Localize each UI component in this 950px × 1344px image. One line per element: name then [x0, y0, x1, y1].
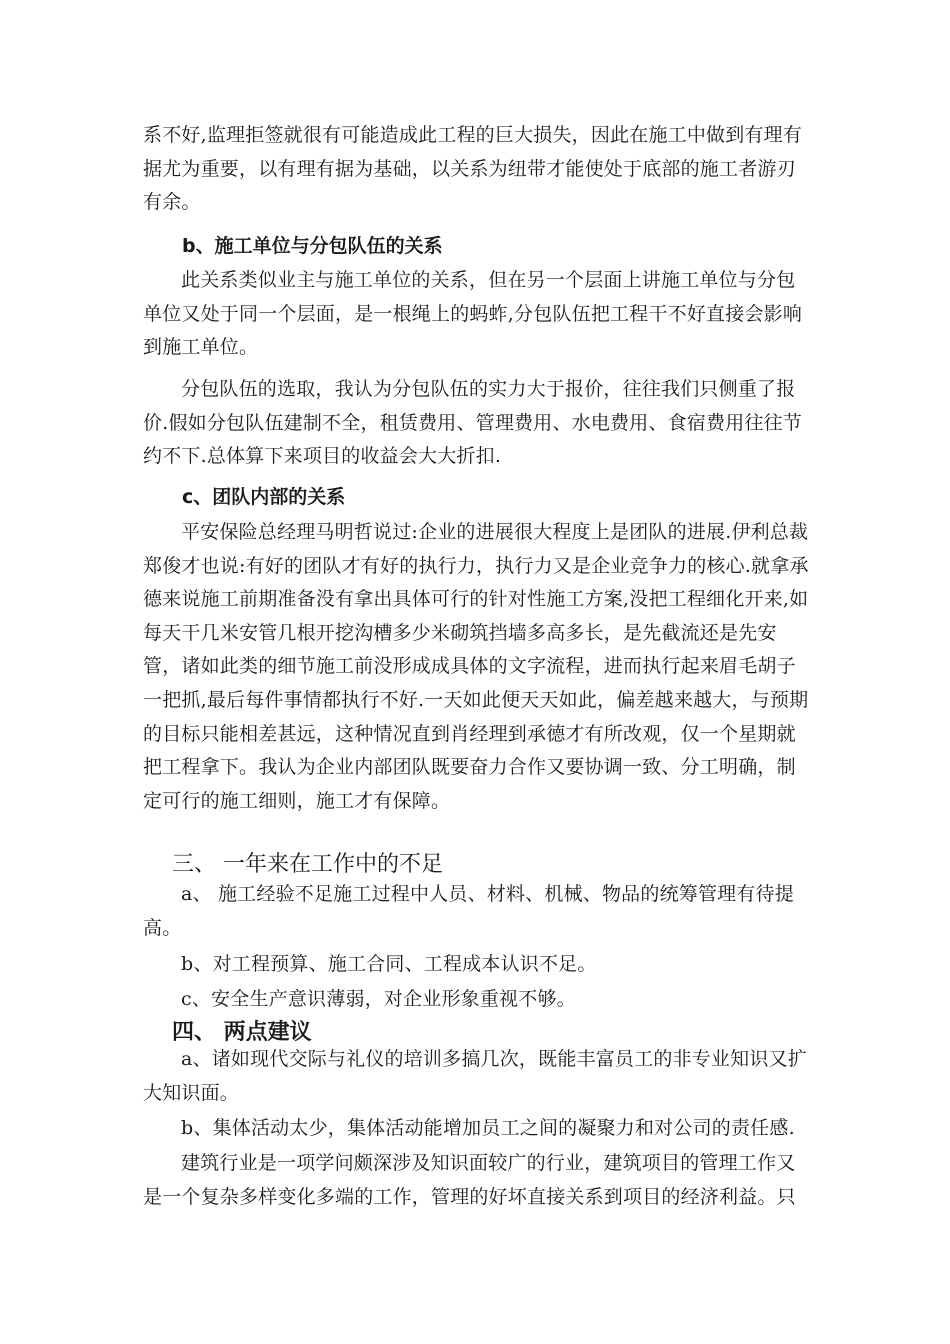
section-heading-c: c、团队内部的关系	[182, 486, 346, 508]
section-heading-4: 四、 两点建议	[172, 1020, 312, 1045]
paragraph-intro: 系不好,监理拒签就很有可能造成此工程的巨大损失，因此在施工中做到有理有据尤为重要，以有理有据为基础，以关系为纽带才能使处于底部的施工者游刃有余。	[143, 124, 803, 214]
paragraph-4b: b、集体活动太少，集体活动能增加员工之间的凝聚力和对公司的责任感.	[181, 1117, 795, 1139]
paragraph-b2: 分包队伍的选取，我认为分包队伍的实力大于报价，往往我们只侧重了报价.假如分包队伍建制不全，租赁费用、管理费用、水电费用、食宿费用往往节约不下.总体算下来项目的收益会大大折扣.	[143, 378, 803, 468]
paragraph-4a: a、诸如现代交际与礼仪的培训多搞几次，既能丰富员工的非专业知识又扩大知识面。	[143, 1048, 807, 1104]
paragraph-3b: b、对工程预算、施工合同、工程成本认识不足。	[181, 953, 597, 975]
paragraph-c1: 平安保险总经理马明哲说过:企业的进展很大程度上是团队的进展.伊利总裁郑俊才也说:有好的团队才有好的执行力，执行力又是企业竞争力的核心.就拿承德来说施工前期准备没有拿出具体可行的针对性施工方案,没把工程细化开来,如每天干几米安管几根开挖沟槽多少米砌筑挡墙多高多长，是先截流还是先安管，诸如此类的细节施工前没形成成具体的文字流程，进而执行起来眉毛胡子一把抓,最后每件事情都执行不好.一天如此便天天如此，偏差越来越大，与预期的目标只能相差甚远，这种情况直到肖经理到承德才有所改观，仅一个星期就把工程拿下。我认为企业内部团队既要奋力合作又要协调一致、分工明确，制定可行的施工细则，施工才有保障。	[143, 521, 809, 812]
section-heading-3: 三、 一年来在工作中的不足	[172, 852, 443, 877]
paragraph-b1: 此关系类似业主与施工单位的关系，但在另一个层面上讲施工单位与分包单位又处于同一个层面，是一根绳上的蚂蚱,分包队伍把工程干不好直接会影响到施工单位。	[143, 269, 803, 359]
paragraph-3c: c、安全生产意识薄弱，对企业形象重视不够。	[181, 988, 576, 1010]
paragraph-3a: a、 施工经验不足施工过程中人员、材料、机械、物品的统筹管理有待提高。	[143, 883, 794, 939]
paragraph-final: 建筑行业是一项学问颇深涉及知识面较广的行业，建筑项目的管理工作又是一个复杂多样变化多端的工作，管理的好坏直接关系到项目的经济利益。只	[143, 1152, 796, 1208]
section-heading-b: b、施工单位与分包队伍的关系	[182, 235, 443, 257]
